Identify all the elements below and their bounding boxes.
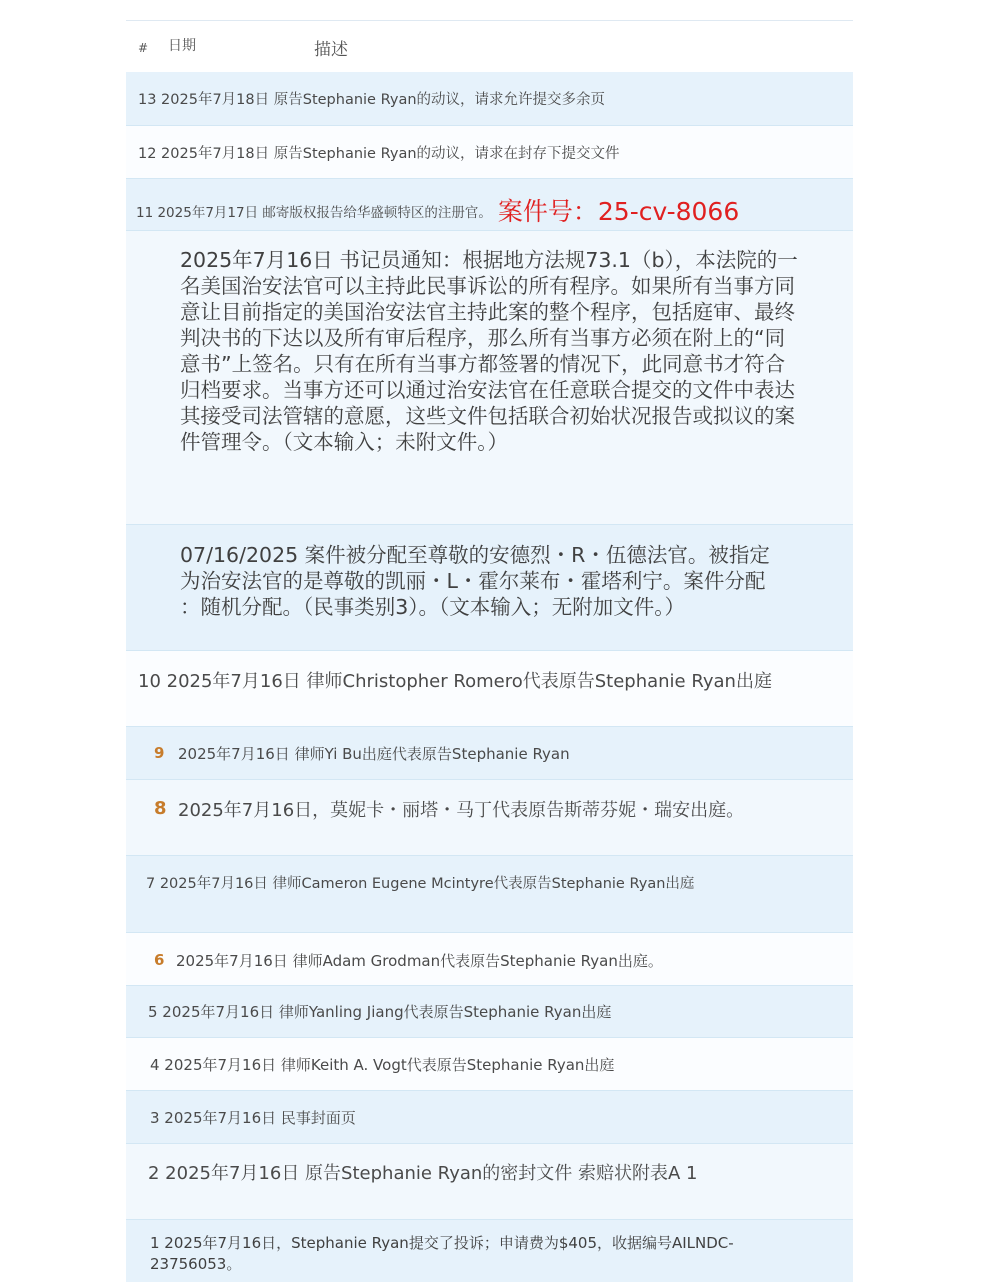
- docket-entry-10: 10 2025年7月16日 律师Christopher Romero代表原告Stephanie Ryan出庭: [138, 671, 772, 692]
- docket-number-6: 6: [154, 951, 165, 969]
- docket-entry-13: 13 2025年7月18日 原告Stephanie Ryan的动议，请求允许提交多余页: [138, 92, 606, 108]
- docket-row-12: [126, 126, 853, 179]
- docket-number-8: 8: [154, 798, 167, 819]
- docket-entry-11-text: 11 2025年7月17日 邮寄版权报告给华盛顿特区的注册官。: [136, 205, 492, 221]
- docket-row-5: [126, 986, 853, 1038]
- docket-entry-12: 12 2025年7月18日 原告Stephanie Ryan的动议，请求在封存下提交文件: [138, 146, 620, 162]
- case-number-annotation: 案件号：25-cv-8066: [497, 197, 740, 226]
- docket-entry-8: 2025年7月16日，莫妮卡・丽塔・马丁代表原告斯蒂芬妮・瑞安出庭。: [178, 800, 745, 821]
- table-header: [126, 20, 853, 74]
- docket-entry-2: 2 2025年7月16日 原告Stephanie Ryan的密封文件 索赔状附表A 1: [148, 1163, 698, 1184]
- docket-table: [126, 20, 853, 1273]
- header-number: #: [138, 41, 149, 55]
- docket-entry-3: 3 2025年7月16日 民事封面页: [150, 1109, 356, 1127]
- docket-row-3: [126, 1091, 853, 1144]
- header-date: 日期: [168, 38, 196, 54]
- docket-entry-4: 4 2025年7月16日 律师Keith A. Vogt代表原告Stephanie Ryan出庭: [150, 1056, 615, 1074]
- docket-entry-7: 7 2025年7月16日 律师Cameron Eugene Mcintyre代表原告Stephanie Ryan出庭: [146, 876, 695, 892]
- docket-row-2: [126, 1144, 853, 1220]
- docket-row-11: [126, 179, 853, 231]
- docket-number-9: 9: [154, 744, 165, 762]
- case-assignment-text: 07/16/2025 案件被分配至尊敬的安德烈・R・伍德法官。被指定 为治安法官的是尊敬的凯丽・L・霍尔莱布・霍塔利宁。案件分配 ：随机分配。（民事类别3）。（文本输入；无附加文件。）: [180, 543, 770, 619]
- docket-row-7: [126, 856, 853, 933]
- docket-row-clerk-notice: [126, 231, 853, 525]
- docket-row-4: [126, 1038, 853, 1091]
- header-description: 描述: [314, 40, 348, 60]
- docket-entry-11: [136, 192, 739, 228]
- docket-entry-6: 2025年7月16日 律师Adam Grodman代表原告Stephanie Ryan出庭。: [176, 952, 663, 970]
- clerk-notice-text: 2025年7月16日 书记员通知：根据地方法规73.1（b），本法院的一 名美国治安法官可以主持此民事诉讼的所有程序。如果所有当事方同 意让目前指定的美国治安法官主持此案的整个程序，包括庭审、最终 判决书的下达以及所有审后程序，那么所有当事方必须在附上的“同 意书”上签名。只有在所有当事方都签署的情况下，此同意书才符合 归档要求。当事方还可以通过治安法官在任意联合提交的文件中表达 其接受司法管辖的意愿，这些文件包括联合初始状况报告或拟议的案 件管理令。（文本输入；未附文件。）: [180, 248, 798, 454]
- docket-row-case-assignment: [126, 525, 853, 651]
- docket-row-13: [126, 72, 853, 126]
- docket-entry-1: 1 2025年7月16日，Stephanie Ryan提交了投诉；申请费为$405，收据编号AILNDC- 23756053。: [150, 1234, 734, 1273]
- docket-row-1: [126, 1220, 853, 1282]
- docket-entry-9: 2025年7月16日 律师Yi Bu出庭代表原告Stephanie Ryan: [178, 745, 570, 763]
- docket-row-6: [126, 933, 853, 986]
- docket-row-8: [126, 780, 853, 856]
- docket-entry-5: 5 2025年7月16日 律师Yanling Jiang代表原告Stephanie Ryan出庭: [148, 1003, 612, 1021]
- docket-row-10: [126, 651, 853, 727]
- docket-row-9: [126, 727, 853, 780]
